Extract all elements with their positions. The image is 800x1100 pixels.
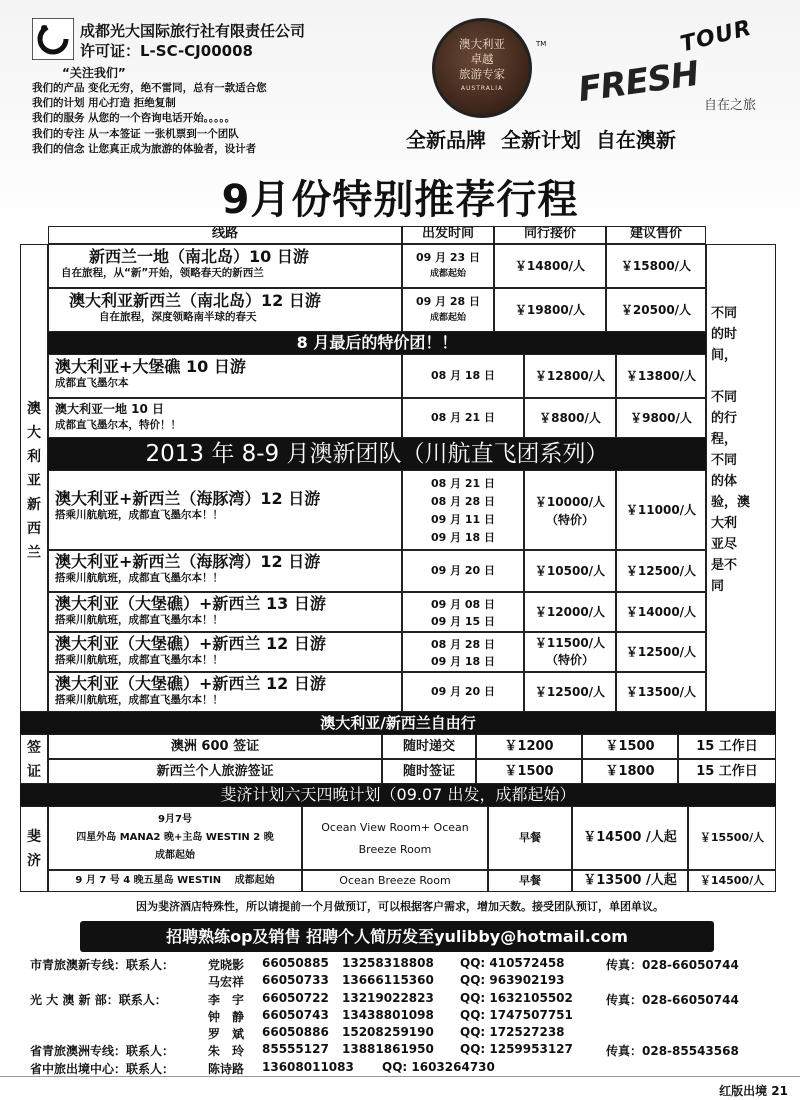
departure-date: 08 月 21 日 — [402, 398, 524, 438]
departure-date: 09 月 20 日 — [402, 550, 524, 592]
remark-line: 间， — [711, 348, 738, 363]
fiji-room-type — [302, 806, 488, 870]
region-char: 新 — [27, 497, 41, 513]
follow-us-heading: “关注我们” — [62, 66, 126, 80]
contact-dept: 省中旅出境中心：联系人： — [30, 1061, 175, 1076]
contact-qq: QQ: 410572458 — [460, 956, 565, 970]
retail-price: ￥13500/人 — [616, 672, 706, 712]
license-number: 许可证：L-SC-CJ00008 — [80, 42, 253, 60]
fiji-meal: 早餐 — [488, 806, 572, 870]
contact-fax: 传真：028-66050744 — [606, 992, 739, 1007]
remark-line — [711, 366, 775, 387]
departure-date: 09 月 18 日 — [430, 655, 496, 668]
fiji-room-line: Ocean Breeze Room — [302, 870, 488, 892]
fiji-retail-price: ￥14500/人 — [688, 870, 776, 892]
seal-subtext: AUSTRALIA — [460, 85, 504, 92]
section-bar-august-special: 8 月最后的特价团！！ — [48, 332, 706, 354]
visa-peer-price: ￥1200 — [476, 734, 582, 759]
contact-row — [30, 1025, 770, 1042]
contact-qq: QQ: 1632105502 — [460, 990, 573, 1005]
route-title: 澳大利亚新西兰（南北岛）12 日游 — [69, 291, 321, 310]
fiji-retail-price: ￥15500/人 — [688, 806, 776, 870]
contact-name: 党晓影 — [208, 958, 245, 972]
logo-tour-text: TOUR — [678, 15, 755, 58]
fiji-meal: 早餐 — [488, 870, 572, 892]
table-row-dates — [402, 244, 494, 288]
brand-slogan: 全新品牌 全新计划 自在澳新 — [406, 128, 676, 152]
contact-qq: QQ: 1747507751 — [460, 1007, 573, 1022]
peer-price: ￥10000/人 — [534, 495, 606, 509]
contact-fax: 传真：028-85543568 — [606, 1044, 739, 1059]
contact-dept: 光 大 澳 新 部：联系人： — [30, 992, 167, 1007]
visa-processing-time: 15 工作日 — [678, 759, 776, 784]
table-row-route — [48, 398, 402, 438]
table-row-route — [48, 550, 402, 592]
fiji-desc-line: 成都起始 — [155, 850, 195, 861]
fiji-desc-line: 四星外岛 MANA2 晚+主岛 WESTIN 2 晚 — [76, 832, 274, 843]
seal-line: 澳大利亚 — [459, 37, 505, 51]
company-logo-icon — [32, 18, 74, 60]
departure-date: 09 月 28 日 — [415, 295, 481, 308]
contact-fax: 传真：028-66050744 — [606, 958, 739, 972]
remark-line: 不同 — [711, 306, 738, 321]
departure-date: 09 月 23 日 — [415, 251, 481, 264]
motto-line: 我们的产品 变化无穷，绝不雷同，总有一款适合您 — [32, 82, 267, 94]
footer-divider — [0, 1076, 800, 1077]
remark-line: 亚尽 — [711, 537, 738, 552]
visa-name: 澳洲 600 签证 — [48, 734, 382, 759]
retail-price: ￥14000/人 — [616, 592, 706, 632]
contact-row — [30, 973, 770, 990]
contact-row — [30, 1060, 770, 1077]
section-bar-free-travel: 澳大利亚/新西兰自由行 — [20, 712, 776, 734]
fiji-room-line: Ocean View Room+ Ocean — [321, 821, 469, 834]
contact-qq: QQ: 172527238 — [460, 1025, 565, 1040]
page-footer: 红版出境 21 — [719, 1084, 788, 1098]
contact-mobile: 13219022823 — [342, 990, 434, 1005]
contact-name: 马宏祥 — [208, 975, 245, 990]
departure-date: 08 月 18 日 — [402, 354, 524, 398]
route-subtitle: 搭乘川航航班，成都直飞墨尔本！！ — [55, 614, 223, 626]
remark-line: 的时 — [711, 327, 738, 342]
route-subtitle: 成都直飞墨尔本，特价！！ — [55, 419, 181, 431]
departure-date: 08 月 28 日 — [430, 638, 496, 651]
route-title: 澳大利亚（大堡礁）+新西兰 12 日游 — [55, 674, 326, 693]
route-title: 澳大利亚+大堡礁 10 日游 — [55, 357, 246, 376]
departure-origin: 成都起始 — [429, 313, 466, 323]
visa-type: 随时签证 — [382, 759, 476, 784]
peer-price: ￥11500/人 — [534, 636, 606, 650]
route-title: 澳大利亚+新西兰（海豚湾）12 日游 — [55, 489, 321, 508]
seal-line: 旅游专家 — [459, 67, 505, 81]
contact-name: 罗 斌 — [208, 1027, 245, 1042]
contact-name: 李 宇 — [208, 992, 245, 1007]
australia-expert-seal — [432, 18, 532, 118]
route-subtitle: 搭乘川航航班，成都直飞墨尔本！！ — [55, 654, 223, 666]
retail-price: ￥11000/人 — [616, 470, 706, 550]
fiji-peer-price: ￥14500 /人起 — [572, 806, 688, 870]
retail-price: ￥13800/人 — [616, 354, 706, 398]
remark-line: 同 — [711, 579, 725, 594]
visa-label-char: 签 — [27, 740, 41, 756]
visa-label-char: 证 — [27, 764, 41, 780]
route-subtitle: 成都直飞墨尔本 — [55, 377, 129, 389]
contact-mobile: 15208259190 — [342, 1025, 434, 1040]
contact-tel: 66050885 — [262, 956, 329, 970]
contact-tel: 66050722 — [262, 990, 329, 1005]
contact-row — [30, 1042, 770, 1059]
contact-name: 陈诗路 — [208, 1061, 245, 1076]
departure-date: 08 月 21 日 — [430, 477, 496, 490]
seal-line: 卓越 — [470, 52, 494, 66]
route-title: 新西兰一地（南北岛）10 日游 — [89, 247, 309, 266]
table-row-dates — [402, 592, 524, 632]
motto-line: 我们的信念 让您真正成为旅游的体验者，设计者 — [32, 142, 257, 155]
departure-date: 08 月 28 日 — [430, 495, 496, 508]
visa-processing-time: 15 工作日 — [678, 734, 776, 759]
retail-price: ￥12500/人 — [616, 550, 706, 592]
contact-row — [30, 991, 770, 1008]
company-name: 成都光大国际旅行社有限责任公司 — [80, 22, 306, 40]
region-char: 兰 — [27, 545, 41, 561]
trademark-mark: TM — [536, 40, 547, 48]
fiji-desc-line: 9 月 7 号 4 晚五星岛 WESTIN 成都起始 — [48, 870, 302, 892]
table-row-route — [48, 354, 402, 398]
table-row-peer — [524, 632, 616, 672]
contact-tel: 85555127 — [262, 1042, 329, 1057]
visa-retail-price: ￥1500 — [582, 734, 678, 759]
fiji-package-desc — [48, 806, 302, 870]
contact-row — [30, 956, 770, 973]
visa-retail-price: ￥1800 — [582, 759, 678, 784]
peer-price: ￥14800/人 — [494, 244, 606, 288]
logo-tagline: 自在之旅 — [704, 98, 757, 113]
fiji-label-cell — [20, 806, 48, 892]
contact-tel: 66050886 — [262, 1025, 329, 1040]
region-char: 亚 — [27, 473, 41, 489]
col-header-route: 线路 — [48, 226, 402, 244]
contact-qq: QQ: 963902193 — [460, 973, 565, 988]
region-label-cell — [20, 244, 48, 712]
logo-fresh-text: FRESH — [575, 53, 701, 111]
table-row-route — [48, 632, 402, 672]
recruitment-banner: 招聘熟练op及销售 招聘个人简历发至yulibby@hotmail.com — [80, 921, 714, 952]
fiji-desc-line: 9月7号 — [158, 814, 192, 825]
contact-tel: 66050733 — [262, 973, 329, 988]
retail-price: ￥15800/人 — [606, 244, 706, 288]
route-title: 澳大利亚（大堡礁）+新西兰 12 日游 — [55, 634, 326, 653]
peer-price: ￥12500/人 — [524, 672, 616, 712]
fiji-label-char: 斐 — [27, 829, 41, 845]
route-subtitle: 自在旅程，深度领略南半球的春天 — [99, 311, 257, 323]
contact-mobile: 13881861950 — [342, 1042, 434, 1057]
peer-price: ￥19800/人 — [494, 288, 606, 332]
col-header-departure: 出发时间 — [402, 226, 494, 244]
remark-line: 是不 — [711, 558, 738, 573]
table-row-peer — [524, 470, 616, 550]
visa-type: 随时递交 — [382, 734, 476, 759]
remark-line: 不同 — [711, 453, 738, 468]
route-subtitle: 搭乘川航航班，成都直飞墨尔本！！ — [55, 694, 223, 706]
region-char: 澳 — [27, 401, 41, 417]
contact-mobile: 13666115360 — [342, 973, 434, 988]
contact-qq: QQ: 1259953127 — [460, 1042, 573, 1057]
peer-price: ￥12800/人 — [524, 354, 616, 398]
table-row-route — [48, 592, 402, 632]
route-title: 澳大利亚（大堡礁）+新西兰 13 日游 — [55, 594, 326, 613]
remark-line: 验，澳 — [711, 495, 751, 510]
retail-price: ￥20500/人 — [606, 288, 706, 332]
remark-line: 大利 — [711, 516, 738, 531]
departure-date: 09 月 08 日 — [430, 598, 496, 611]
remark-line: 程， — [711, 432, 738, 447]
contact-name: 朱 玲 — [208, 1044, 245, 1059]
fiji-label-char: 济 — [27, 853, 41, 869]
fiji-booking-note: 因为斐济酒店特殊性，所以请提前一个月做预订，可以根据客户需求，增加天数。接受团队预订，单团单议。 — [136, 900, 664, 913]
table-row-route — [48, 672, 402, 712]
visa-peer-price: ￥1500 — [476, 759, 582, 784]
route-subtitle: 搭乘川航航班，成都直飞墨尔本！！ — [55, 572, 223, 584]
departure-date: 09 月 11 日 — [430, 513, 496, 526]
contact-mobile: 13258318808 — [342, 956, 434, 970]
contact-name: 钟 静 — [208, 1009, 245, 1024]
remark-line: 的体 — [711, 474, 738, 489]
route-title: 澳大利亚一地 10 日 — [55, 402, 165, 416]
table-row-dates — [402, 288, 494, 332]
contact-dept: 省青旅澳洲专线：联系人： — [30, 1044, 175, 1059]
table-row-dates — [402, 470, 524, 550]
peer-price: ￥12000/人 — [524, 592, 616, 632]
region-char: 大 — [27, 425, 41, 441]
contact-list — [30, 956, 770, 1077]
table-row-route — [48, 288, 402, 332]
peer-price-note: （特价） — [545, 653, 594, 667]
visa-name: 新西兰个人旅游签证 — [48, 759, 382, 784]
motto-line: 我们的专注 从一本签证 一张机票到一个团队 — [32, 127, 239, 140]
visa-label-cell — [20, 734, 48, 784]
peer-price: ￥10500/人 — [524, 550, 616, 592]
contact-dept: 市青旅澳新专线：联系人： — [30, 958, 175, 972]
fiji-room-line: Breeze Room — [358, 843, 432, 856]
contact-row — [30, 1008, 770, 1025]
retail-price: ￥9800/人 — [616, 398, 706, 438]
section-bar-series: 2013 年 8-9 月澳新团队（川航直飞团系列） — [48, 438, 706, 470]
route-title: 澳大利亚+新西兰（海豚湾）12 日游 — [55, 552, 321, 571]
section-bar-fiji: 斐济计划六天四晚计划（09.07 出发，成都起始） — [20, 784, 776, 806]
contact-mobile: 13438801098 — [342, 1007, 434, 1022]
motto-line: 我们的计划 用心打造 拒绝复制 — [32, 97, 176, 110]
table-row-route — [48, 244, 402, 288]
peer-price-note: （特价） — [545, 513, 594, 527]
fiji-peer-price: ￥13500 /人起 — [572, 870, 688, 892]
route-subtitle: 自在旅程，从“新”开始，领略春天的新西兰 — [61, 267, 264, 279]
contact-tel: 13608011083 — [262, 1059, 354, 1074]
col-header-peer-price: 同行接价 — [494, 226, 606, 244]
remark-line: 的行 — [711, 411, 738, 426]
remark-line: 不同 — [711, 390, 738, 405]
contact-qq: QQ: 1603264730 — [382, 1059, 495, 1074]
departure-date: 09 月 20 日 — [402, 672, 524, 712]
peer-price: ￥8800/人 — [524, 398, 616, 438]
retail-price: ￥12500/人 — [616, 632, 706, 672]
departure-date: 09 月 18 日 — [430, 531, 496, 544]
region-char: 西 — [27, 521, 41, 537]
remark-cell — [706, 244, 776, 712]
motto-list — [32, 81, 392, 157]
table-row-route — [48, 470, 402, 550]
contact-tel: 66050743 — [262, 1007, 329, 1022]
route-subtitle: 搭乘川航航班，成都直飞墨尔本！！ — [55, 509, 223, 521]
motto-line: 我们的服务 从您的一个咨询电话开始。。。。。 — [32, 112, 236, 125]
col-header-retail-price: 建议售价 — [606, 226, 706, 244]
page-title: 9月份特别推荐行程 — [221, 177, 579, 223]
region-char: 利 — [27, 449, 41, 465]
table-row-dates — [402, 632, 524, 672]
fresh-tour-logo — [572, 15, 768, 118]
departure-date: 09 月 15 日 — [430, 615, 496, 628]
departure-origin: 成都起始 — [429, 269, 466, 279]
